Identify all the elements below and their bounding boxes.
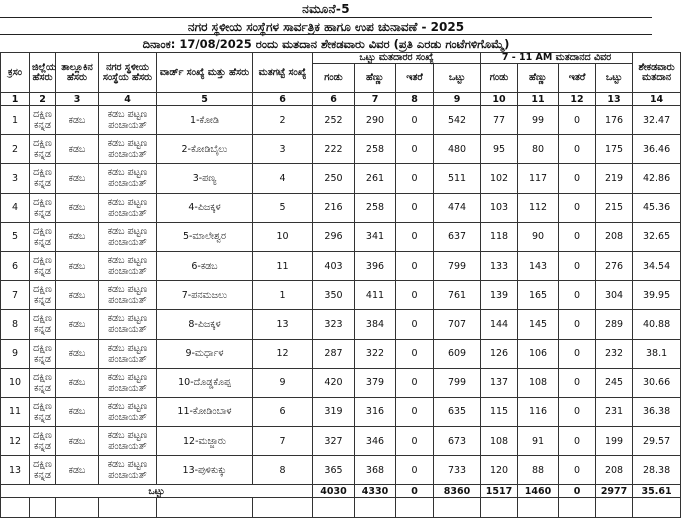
total-female: 4330: [355, 485, 396, 498]
taluk-cell: ಕಡಬ: [56, 281, 99, 310]
header-district: ಜಿಲ್ಲೆಯ ಹೆಸರು: [30, 53, 56, 93]
male-voters-cell: 216: [313, 193, 355, 222]
ward-cell: 4-ಪಿಜಕ್ಕಳ: [157, 193, 253, 222]
total-voters-cell: 799: [434, 368, 481, 397]
column-number: 8: [396, 93, 434, 106]
sl-cell: 3: [1, 164, 30, 193]
male-voted-cell: 108: [481, 427, 518, 456]
percent-cell: 36.38: [633, 397, 681, 426]
header-sl: ಕ್ರಸಂ: [1, 53, 30, 93]
percent-cell: 32.47: [633, 106, 681, 135]
ward-cell: 7-ಪನಮಜಲು: [157, 281, 253, 310]
total-voted-male: 1517: [481, 485, 518, 498]
column-number-row: [1, 93, 681, 106]
ulb-cell: ಕಡಬ ಪಟ್ಟಣ ಪಂಚಾಯತ್: [99, 251, 157, 280]
total-voted-cell: 219: [596, 164, 633, 193]
ward-cell: 6-ಕಡಬ: [157, 251, 253, 280]
blank-row: [1, 498, 681, 518]
total-percent: 35.61: [633, 485, 681, 498]
header-total-voters: ಒಟ್ಟು ಮತದಾರರ ಸಂಖ್ಯೆ: [313, 53, 481, 64]
booth-count-cell: 12: [253, 339, 313, 368]
other-voted-cell: 0: [559, 339, 596, 368]
booth-count-cell: 10: [253, 222, 313, 251]
sl-cell: 11: [1, 397, 30, 426]
female-voters-cell: 290: [355, 106, 396, 135]
total-voted-cell: 231: [596, 397, 633, 426]
sl-cell: 12: [1, 427, 30, 456]
female-voted-cell: 99: [518, 106, 559, 135]
ward-cell: 8-ಪಿಜಕ್ಕಳ: [157, 310, 253, 339]
total-voted-cell: 208: [596, 456, 633, 485]
female-voted-cell: 108: [518, 368, 559, 397]
booth-count-cell: 2: [253, 106, 313, 135]
district-cell: ದಕ್ಷಿಣ ಕನ್ನಡ: [30, 193, 56, 222]
booth-count-cell: 3: [253, 135, 313, 164]
male-voters-cell: 403: [313, 251, 355, 280]
total-voted-cell: 199: [596, 427, 633, 456]
female-voters-cell: 411: [355, 281, 396, 310]
table-row: [1, 339, 681, 368]
male-voted-cell: 137: [481, 368, 518, 397]
header-time-slot: 7 - 11 AM ಮತದಾನದ ವಿವರ: [481, 53, 633, 64]
ward-cell: 5-ಮಾಲೇಶ್ವರ: [157, 222, 253, 251]
ulb-cell: ಕಡಬ ಪಟ್ಟಣ ಪಂಚಾಯತ್: [99, 368, 157, 397]
female-voted-cell: 88: [518, 456, 559, 485]
sl-cell: 2: [1, 135, 30, 164]
table-row: [1, 368, 681, 397]
female-voters-cell: 261: [355, 164, 396, 193]
other-voted-cell: 0: [559, 310, 596, 339]
district-cell: ದಕ್ಷಿಣ ಕನ್ನಡ: [30, 427, 56, 456]
male-voted-cell: 95: [481, 135, 518, 164]
header-voted-male: ಗಂಡು: [481, 64, 518, 93]
district-cell: ದಕ್ಷಿಣ ಕನ್ನಡ: [30, 339, 56, 368]
booth-count-cell: 9: [253, 368, 313, 397]
male-voters-cell: 327: [313, 427, 355, 456]
male-voters-cell: 252: [313, 106, 355, 135]
percent-cell: 42.86: [633, 164, 681, 193]
ward-cell: 2-ಕೋಡಿಬೈಲು: [157, 135, 253, 164]
total-voted-cell: 208: [596, 222, 633, 251]
column-number: 7: [355, 93, 396, 106]
female-voters-cell: 258: [355, 135, 396, 164]
other-voters-cell: 0: [396, 397, 434, 426]
ward-cell: 13-ಪುಳಿಕುಕ್ಕು: [157, 456, 253, 485]
ulb-cell: ಕಡಬ ಪಟ್ಟಣ ಪಂಚಾಯತ್: [99, 222, 157, 251]
district-cell: ದಕ್ಷಿಣ ಕನ್ನಡ: [30, 222, 56, 251]
column-number: 6: [313, 93, 355, 106]
ulb-cell: ಕಡಬ ಪಟ್ಟಣ ಪಂಚಾಯತ್: [99, 281, 157, 310]
other-voted-cell: 0: [559, 135, 596, 164]
divider: [0, 17, 652, 18]
district-cell: ದಕ್ಷಿಣ ಕನ್ನಡ: [30, 106, 56, 135]
total-voters-cell: 799: [434, 251, 481, 280]
table-row: [1, 106, 681, 135]
total-voters-cell: 761: [434, 281, 481, 310]
other-voted-cell: 0: [559, 251, 596, 280]
male-voted-cell: 77: [481, 106, 518, 135]
total-voted-cell: 176: [596, 106, 633, 135]
ulb-cell: ಕಡಬ ಪಟ್ಟಣ ಪಂಚಾಯತ್: [99, 193, 157, 222]
booth-count-cell: 5: [253, 193, 313, 222]
ulb-cell: ಕಡಬ ಪಟ್ಟಣ ಪಂಚಾಯತ್: [99, 427, 157, 456]
other-voted-cell: 0: [559, 397, 596, 426]
female-voters-cell: 258: [355, 193, 396, 222]
table-row: [1, 281, 681, 310]
other-voters-cell: 0: [396, 222, 434, 251]
male-voters-cell: 350: [313, 281, 355, 310]
taluk-cell: ಕಡಬ: [56, 251, 99, 280]
female-voters-cell: 322: [355, 339, 396, 368]
header-female: ಹೆಣ್ಣು: [355, 64, 396, 93]
header-male: ಗಂಡು: [313, 64, 355, 93]
totals-row: [1, 485, 681, 498]
total-voted-female: 1460: [518, 485, 559, 498]
taluk-cell: ಕಡಬ: [56, 427, 99, 456]
ulb-cell: ಕಡಬ ಪಟ್ಟಣ ಪಂಚಾಯತ್: [99, 135, 157, 164]
female-voters-cell: 379: [355, 368, 396, 397]
total-voters-cell: 480: [434, 135, 481, 164]
other-voters-cell: 0: [396, 164, 434, 193]
sl-cell: 8: [1, 310, 30, 339]
district-cell: ದಕ್ಷಿಣ ಕನ್ನಡ: [30, 368, 56, 397]
other-voters-cell: 0: [396, 456, 434, 485]
male-voters-cell: 250: [313, 164, 355, 193]
total-voters-cell: 733: [434, 456, 481, 485]
total-voted-cell: 289: [596, 310, 633, 339]
ulb-cell: ಕಡಬ ಪಟ್ಟಣ ಪಂಚಾಯತ್: [99, 397, 157, 426]
male-voted-cell: 120: [481, 456, 518, 485]
total-voted-cell: 276: [596, 251, 633, 280]
male-voted-cell: 144: [481, 310, 518, 339]
percent-cell: 45.36: [633, 193, 681, 222]
ulb-cell: ಕಡಬ ಪಟ್ಟಣ ಪಂಚಾಯತ್: [99, 310, 157, 339]
other-voters-cell: 0: [396, 106, 434, 135]
sl-cell: 13: [1, 456, 30, 485]
ward-cell: 9-ಮರ್ಧಾಳ: [157, 339, 253, 368]
district-cell: ದಕ್ಷಿಣ ಕನ್ನಡ: [30, 281, 56, 310]
ulb-cell: ಕಡಬ ಪಟ್ಟಣ ಪಂಚಾಯತ್: [99, 339, 157, 368]
header-total: ಒಟ್ಟು: [434, 64, 481, 93]
sl-cell: 10: [1, 368, 30, 397]
header-voted-total: ಒಟ್ಟು: [596, 64, 633, 93]
column-number: 6: [253, 93, 313, 106]
female-voted-cell: 145: [518, 310, 559, 339]
header-taluk: ತಾಲ್ಲೂಕಿನ ಹೆಸರು: [56, 53, 99, 93]
table-row: [1, 427, 681, 456]
other-voters-cell: 0: [396, 281, 434, 310]
table-row: [1, 310, 681, 339]
booth-count-cell: 1: [253, 281, 313, 310]
table-row: [1, 397, 681, 426]
female-voted-cell: 116: [518, 397, 559, 426]
total-voted-cell: 245: [596, 368, 633, 397]
taluk-cell: ಕಡಬ: [56, 222, 99, 251]
total-other: 0: [396, 485, 434, 498]
total-voters-cell: 474: [434, 193, 481, 222]
table-row: [1, 456, 681, 485]
taluk-cell: ಕಡಬ: [56, 397, 99, 426]
other-voters-cell: 0: [396, 427, 434, 456]
male-voters-cell: 319: [313, 397, 355, 426]
booth-count-cell: 8: [253, 456, 313, 485]
district-cell: ದಕ್ಷಿಣ ಕನ್ನಡ: [30, 135, 56, 164]
other-voted-cell: 0: [559, 456, 596, 485]
ulb-cell: ಕಡಬ ಪಟ್ಟಣ ಪಂಚಾಯತ್: [99, 164, 157, 193]
header-other: ಇತರೆ: [396, 64, 434, 93]
sl-cell: 4: [1, 193, 30, 222]
percent-cell: 29.57: [633, 427, 681, 456]
column-number: 2: [30, 93, 56, 106]
sl-cell: 1: [1, 106, 30, 135]
total-voted-cell: 175: [596, 135, 633, 164]
sl-cell: 5: [1, 222, 30, 251]
district-cell: ದಕ್ಷಿಣ ಕನ್ನಡ: [30, 164, 56, 193]
percent-cell: 40.88: [633, 310, 681, 339]
female-voted-cell: 165: [518, 281, 559, 310]
sl-cell: 7: [1, 281, 30, 310]
ward-cell: 1-ಕೋಡಿ: [157, 106, 253, 135]
district-cell: ದಕ್ಷಿಣ ಕನ್ನಡ: [30, 310, 56, 339]
percent-cell: 38.1: [633, 339, 681, 368]
election-title: ನಗರ ಸ್ಥಳೀಯ ಸಂಸ್ಥೆಗಳ ಸಾರ್ವತ್ರಿಕ ಹಾಗೂ ಉಪ ಚುನಾವಣೆ - 2025: [187, 20, 465, 34]
ulb-cell: ಕಡಬ ಪಟ್ಟಣ ಪಂಚಾಯತ್: [99, 456, 157, 485]
column-number: 12: [559, 93, 596, 106]
column-number: 13: [596, 93, 633, 106]
male-voters-cell: 420: [313, 368, 355, 397]
other-voters-cell: 0: [396, 251, 434, 280]
column-number: 11: [518, 93, 559, 106]
total-voters-cell: 637: [434, 222, 481, 251]
other-voters-cell: 0: [396, 193, 434, 222]
district-cell: ದಕ್ಷಿಣ ಕನ್ನಡ: [30, 397, 56, 426]
male-voted-cell: 126: [481, 339, 518, 368]
female-voters-cell: 341: [355, 222, 396, 251]
male-voters-cell: 365: [313, 456, 355, 485]
female-voters-cell: 346: [355, 427, 396, 456]
header-ward: ವಾರ್ಡ್ ಸಂಖ್ಯೆ ಮತ್ತು ಹೆಸರು: [157, 53, 253, 93]
female-voted-cell: 80: [518, 135, 559, 164]
female-voters-cell: 384: [355, 310, 396, 339]
ward-cell: 3-ಪಣ್ಯ: [157, 164, 253, 193]
male-voters-cell: 222: [313, 135, 355, 164]
ward-cell: 11-ಕೋಡಿಂಬಾಳ: [157, 397, 253, 426]
taluk-cell: ಕಡಬ: [56, 193, 99, 222]
total-voters-cell: 707: [434, 310, 481, 339]
column-number: 10: [481, 93, 518, 106]
taluk-cell: ಕಡಬ: [56, 106, 99, 135]
district-cell: ದಕ್ಷಿಣ ಕನ್ನಡ: [30, 456, 56, 485]
percent-cell: 30.66: [633, 368, 681, 397]
other-voted-cell: 0: [559, 106, 596, 135]
other-voted-cell: 0: [559, 368, 596, 397]
totals-label: ಒಟ್ಟು: [1, 485, 313, 498]
total-voted-cell: 215: [596, 193, 633, 222]
divider: [0, 34, 652, 35]
male-voted-cell: 103: [481, 193, 518, 222]
total-voted-other: 0: [559, 485, 596, 498]
other-voted-cell: 0: [559, 281, 596, 310]
female-voted-cell: 143: [518, 251, 559, 280]
other-voters-cell: 0: [396, 310, 434, 339]
total-total: 8360: [434, 485, 481, 498]
male-voted-cell: 102: [481, 164, 518, 193]
other-voted-cell: 0: [559, 164, 596, 193]
table-row: [1, 164, 681, 193]
total-voters-cell: 673: [434, 427, 481, 456]
header-voted-female: ಹೆಣ್ಣು: [518, 64, 559, 93]
taluk-cell: ಕಡಬ: [56, 310, 99, 339]
female-voters-cell: 316: [355, 397, 396, 426]
female-voted-cell: 117: [518, 164, 559, 193]
district-cell: ದಕ್ಷಿಣ ಕನ್ನಡ: [30, 251, 56, 280]
female-voted-cell: 106: [518, 339, 559, 368]
table-row: [1, 193, 681, 222]
total-voted-cell: 304: [596, 281, 633, 310]
percent-cell: 34.54: [633, 251, 681, 280]
column-number: 5: [157, 93, 253, 106]
form-number: ನಮೂನೆ-5: [302, 2, 350, 16]
column-number: 9: [434, 93, 481, 106]
percent-cell: 36.46: [633, 135, 681, 164]
taluk-cell: ಕಡಬ: [56, 135, 99, 164]
header-voted-other: ಇತರೆ: [559, 64, 596, 93]
total-voters-cell: 635: [434, 397, 481, 426]
table-row: [1, 222, 681, 251]
other-voters-cell: 0: [396, 368, 434, 397]
other-voted-cell: 0: [559, 427, 596, 456]
total-voted-total: 2977: [596, 485, 633, 498]
column-number: 14: [633, 93, 681, 106]
total-male: 4030: [313, 485, 355, 498]
taluk-cell: ಕಡಬ: [56, 164, 99, 193]
male-voted-cell: 118: [481, 222, 518, 251]
male-voters-cell: 287: [313, 339, 355, 368]
ward-cell: 12-ಮಜ್ಜಾರು: [157, 427, 253, 456]
total-voted-cell: 232: [596, 339, 633, 368]
turnout-table: [0, 52, 681, 518]
booth-count-cell: 11: [253, 251, 313, 280]
total-voters-cell: 609: [434, 339, 481, 368]
total-voters-cell: 542: [434, 106, 481, 135]
column-number: 4: [99, 93, 157, 106]
percent-cell: 32.65: [633, 222, 681, 251]
percent-cell: 28.38: [633, 456, 681, 485]
male-voters-cell: 296: [313, 222, 355, 251]
male-voters-cell: 323: [313, 310, 355, 339]
table-row: [1, 135, 681, 164]
other-voted-cell: 0: [559, 222, 596, 251]
sl-cell: 9: [1, 339, 30, 368]
date-line: ದಿನಾಂಕ: 17/08/2025 ರಂದು ಮತದಾನ ಶೇಕಡವಾರು ವಿವರ (ಪ್ರತಿ ಎರಡು ಗಂಟೆಗಳಿಗೊಮ್ಮೆ): [142, 37, 510, 51]
other-voters-cell: 0: [396, 135, 434, 164]
female-voted-cell: 90: [518, 222, 559, 251]
booth-count-cell: 13: [253, 310, 313, 339]
male-voted-cell: 115: [481, 397, 518, 426]
female-voted-cell: 112: [518, 193, 559, 222]
taluk-cell: ಕಡಬ: [56, 456, 99, 485]
column-number: 1: [1, 93, 30, 106]
ulb-cell: ಕಡಬ ಪಟ್ಟಣ ಪಂಚಾಯತ್: [99, 106, 157, 135]
total-voters-cell: 511: [434, 164, 481, 193]
taluk-cell: ಕಡಬ: [56, 339, 99, 368]
other-voters-cell: 0: [396, 339, 434, 368]
header-ulb: ನಗರ ಸ್ಥಳೀಯ ಸಂಸ್ಥೆಯ ಹೆಸರು: [99, 53, 157, 93]
other-voted-cell: 0: [559, 193, 596, 222]
taluk-cell: ಕಡಬ: [56, 368, 99, 397]
header-percent: ಶೇಕಡವಾರು ಮತದಾನ: [633, 53, 681, 93]
percent-cell: 39.95: [633, 281, 681, 310]
sl-cell: 6: [1, 251, 30, 280]
female-voters-cell: 368: [355, 456, 396, 485]
booth-count-cell: 4: [253, 164, 313, 193]
female-voters-cell: 396: [355, 251, 396, 280]
ward-cell: 10-ದೊಡ್ಡಕೊಪ್ಪ: [157, 368, 253, 397]
column-number: 3: [56, 93, 99, 106]
booth-count-cell: 7: [253, 427, 313, 456]
table-row: [1, 251, 681, 280]
male-voted-cell: 133: [481, 251, 518, 280]
female-voted-cell: 91: [518, 427, 559, 456]
header-booths: ಮತಗಟ್ಟೆ ಸಂಖ್ಯೆ: [253, 53, 313, 93]
male-voted-cell: 139: [481, 281, 518, 310]
booth-count-cell: 6: [253, 397, 313, 426]
